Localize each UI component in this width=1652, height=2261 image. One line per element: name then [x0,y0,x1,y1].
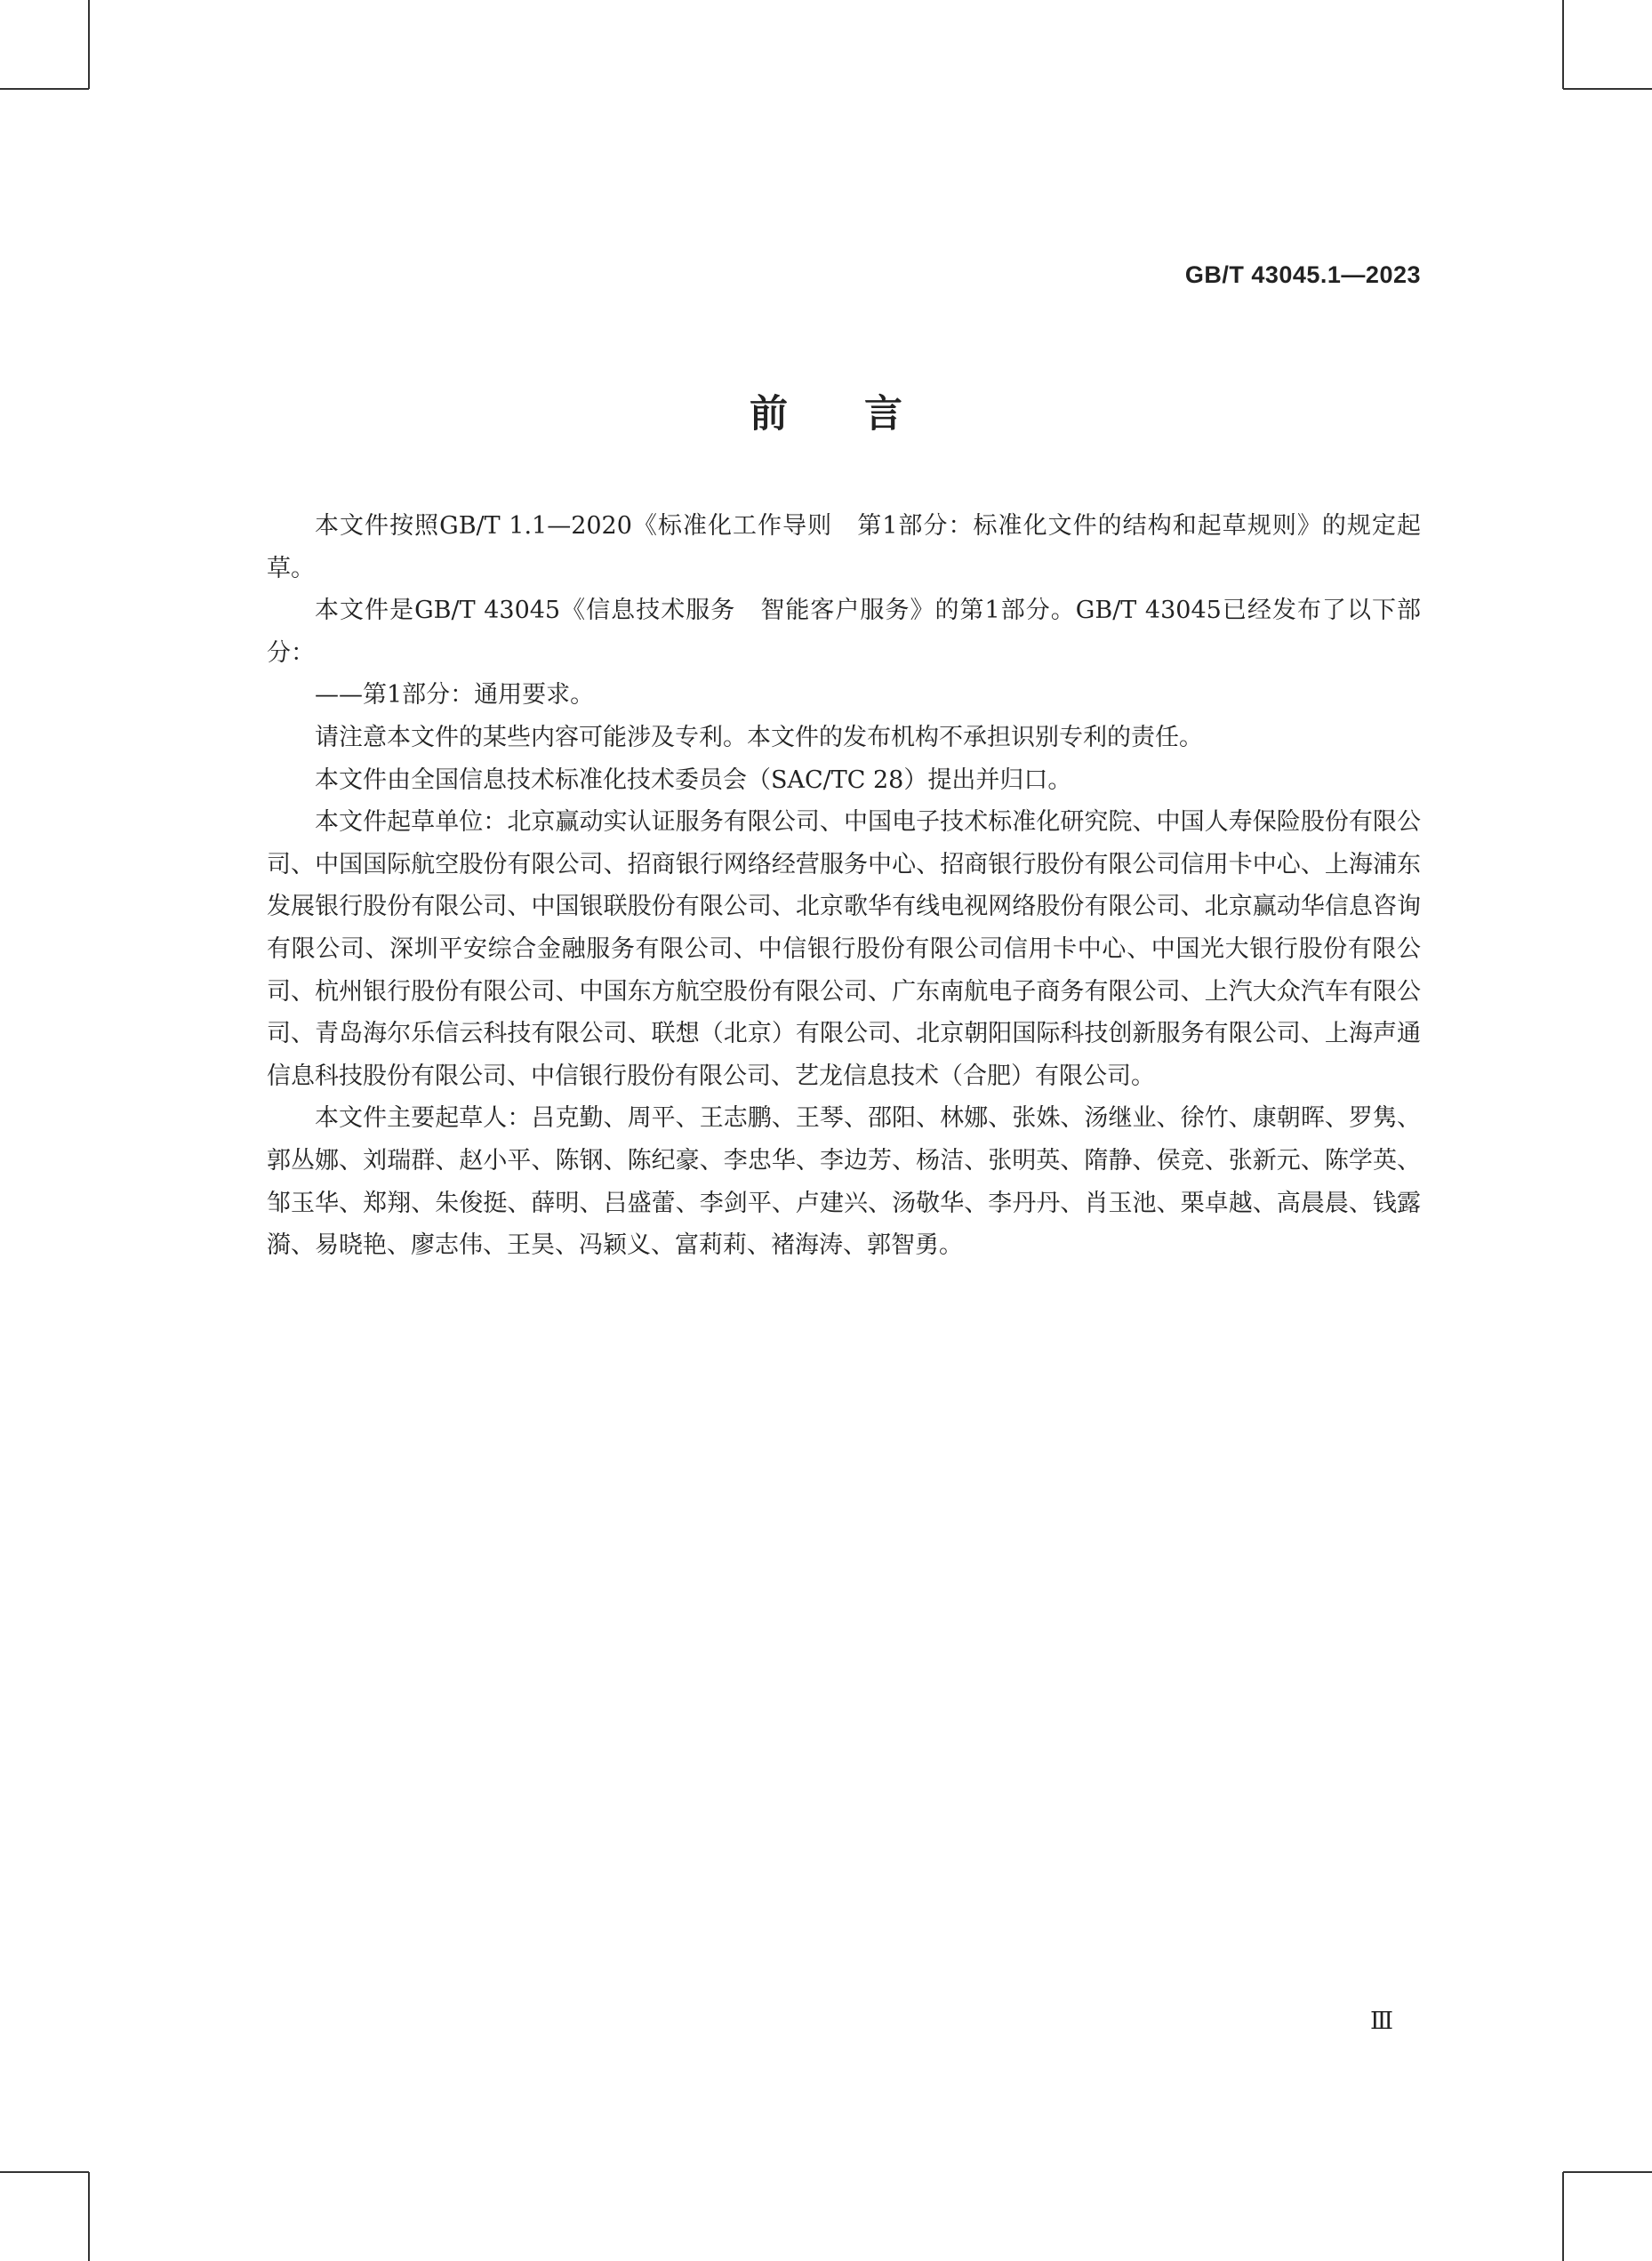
page-number: Ⅲ [1369,2008,1391,2034]
crop-mark-top-left-horizontal [0,88,89,90]
paragraph-drafters: 本文件主要起草人：吕克勤、周平、王志鹏、王琴、邵阳、林娜、张姝、汤继业、徐竹、康朝晖、罗隽、郭丛娜、刘瑞群、赵小平、陈钢、陈纪豪、李忠华、李边芳、杨洁、张明英、隋静、侯竞、张新元、陈学英、邹玉华、郑翔、朱俊挺、薛明、吕盛蕾、李剑平、卢建兴、汤敬华、李丹丹、肖玉池、栗卓越、高晨晨、钱露漪、易晓艳、廖志伟、王昊、冯颖义、富莉莉、褚海涛、郭智勇。 [267,1104,1421,1260]
paragraph-patent-notice: 请注意本文件的某些内容可能涉及专利。本文件的发布机构不承担识别专利的责任。 [315,723,1203,751]
crop-mark-bottom-right-vertical [1562,2172,1564,2261]
document-body [267,505,1421,1267]
paragraph-part-overview: 本文件是GB/T 43045《信息技术服务 智能客户服务》的第1部分。GB/T 43045已经发布了以下部分： [267,597,1421,667]
page-title: 前言 [750,392,979,437]
crop-mark-top-right-vertical [1562,0,1564,89]
standard-number: GB/T 43045.1—2023 [1184,261,1421,288]
crop-mark-bottom-right-horizontal [1563,2171,1652,2173]
crop-mark-bottom-left-vertical [88,2172,90,2261]
paragraph-drafting-units: 本文件起草单位：北京赢动实认证服务有限公司、中国电子技术标准化研究院、中国人寿保险股份有限公司、中国国际航空股份有限公司、招商银行网络经营服务中心、招商银行股份有限公司信用卡中心、上海浦东发展银行股份有限公司、中国银联股份有限公司、北京歌华有线电视网络股份有限公司、北京赢动华信息咨询有限公司、深圳平安综合金融服务有限公司、中信银行股份有限公司信用卡中心、中国光大银行股份有限公司、杭州银行股份有限公司、中国东方航空股份有限公司、广东南航电子商务有限公司、上汽大众汽车有限公司、青岛海尔乐信云科技有限公司、联想（北京）有限公司、北京朝阳国际科技创新服务有限公司、上海声通信息科技股份有限公司、中信银行股份有限公司、艺龙信息技术（合肥）有限公司。 [267,808,1421,1090]
paragraph-proposer: 本文件由全国信息技术标准化技术委员会（SAC/TC 28）提出并归口。 [315,766,1072,794]
crop-mark-top-left-vertical [88,0,90,89]
paragraph-part-list-item: ——第1部分：通用要求。 [315,681,595,710]
crop-mark-top-right-horizontal [1563,88,1652,90]
paragraph-drafting-basis: 本文件按照GB/T 1.1—2020《标准化工作导则 第1部分：标准化文件的结构和起草规则》的规定起草。 [267,512,1421,582]
crop-mark-bottom-left-horizontal [0,2171,89,2173]
